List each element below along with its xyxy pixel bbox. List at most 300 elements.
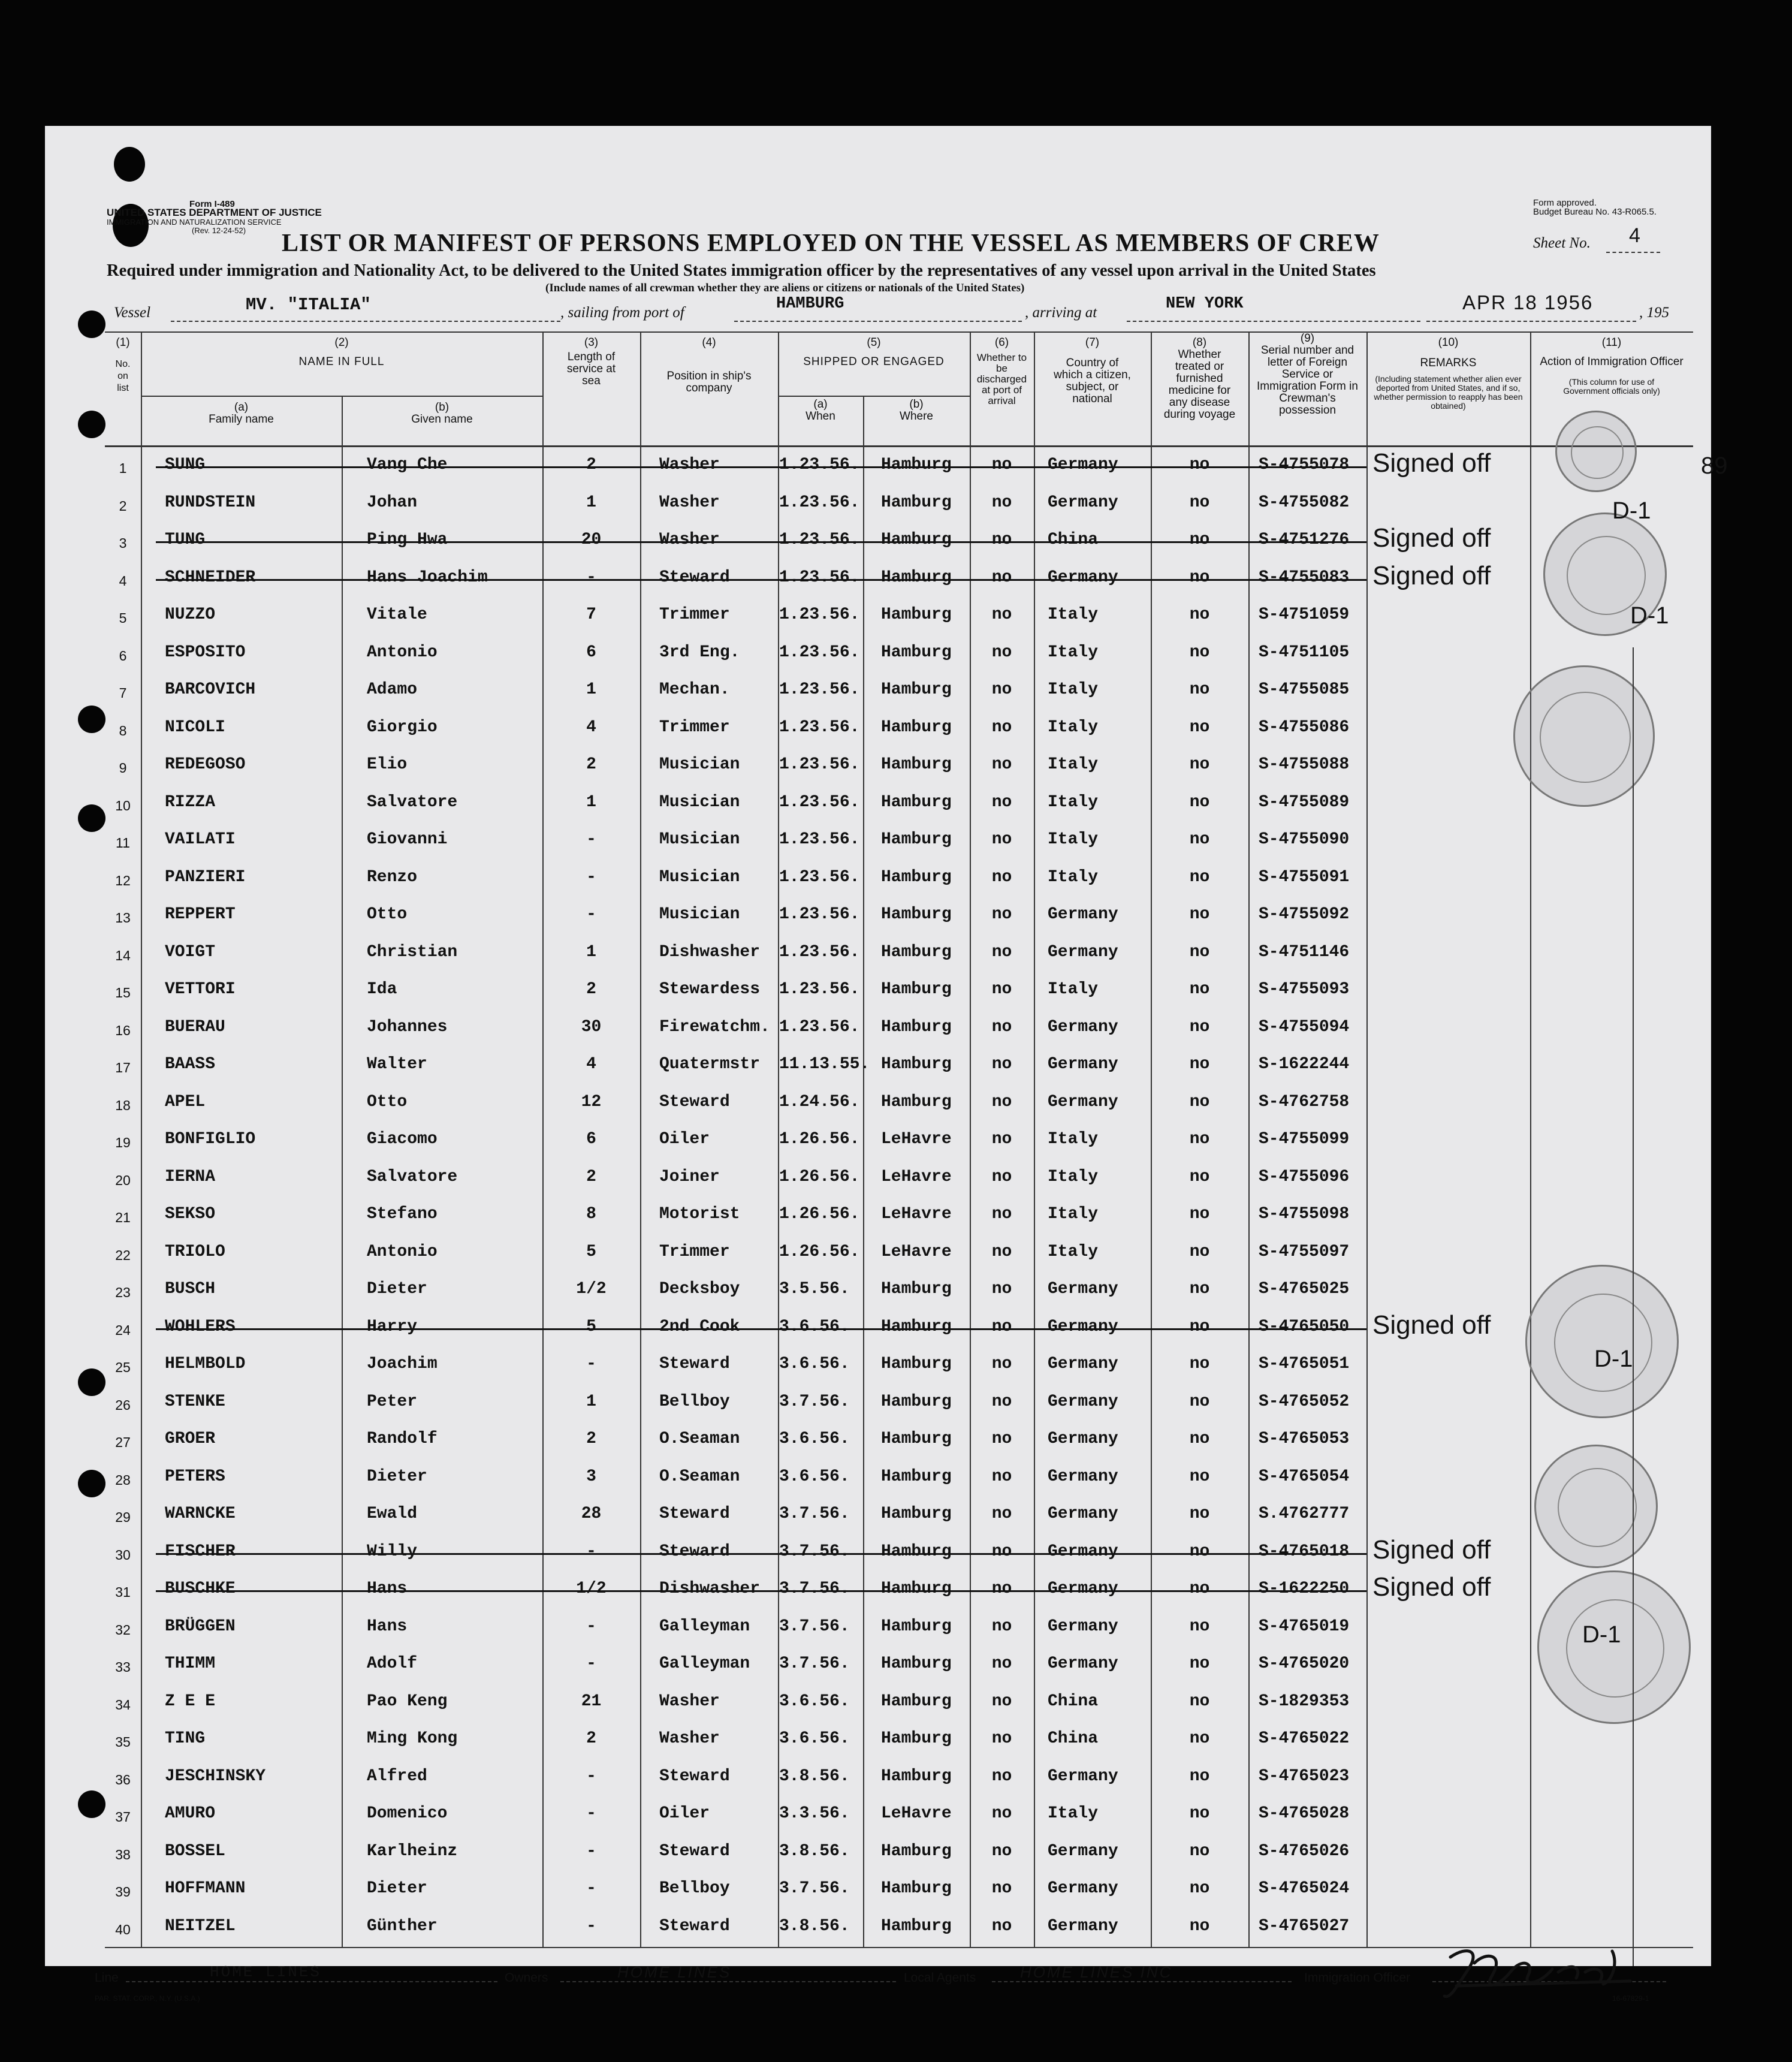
shipped-where-cell: Hamburg — [881, 1692, 952, 1711]
position-cell: Decksboy — [659, 1280, 740, 1298]
family-name-cell: HOFFMANN — [165, 1879, 246, 1898]
shipped-where-cell: Hamburg — [881, 1654, 952, 1673]
service-length-cell: 1 — [586, 792, 596, 812]
shipped-when-cell: 1.26.56. — [779, 1242, 860, 1261]
sheet-number: 4 — [1629, 224, 1640, 247]
vessel-name: MV. "ITALIA" — [246, 295, 371, 315]
given-name-cell: Giacomo — [367, 1130, 438, 1148]
medicine-cell: no — [1189, 755, 1210, 774]
serial-number-cell: S-1622244 — [1259, 1055, 1350, 1074]
given-name-cell: Salvatore — [367, 792, 458, 812]
medicine-cell: no — [1189, 493, 1210, 512]
service-length-cell: - — [586, 1542, 596, 1561]
col-5a-header: (a) When — [806, 398, 835, 423]
service-length-cell: - — [586, 1916, 596, 1936]
shipped-where-cell: Hamburg — [881, 1092, 952, 1111]
owners-value: HOME LINES — [617, 1963, 732, 1981]
service-length-cell: 2 — [586, 1167, 596, 1186]
medicine-cell: no — [1189, 1392, 1210, 1411]
given-name-cell: Ewald — [367, 1505, 418, 1523]
given-name-cell: Johan — [367, 493, 418, 512]
position-cell: Bellboy — [659, 1879, 730, 1898]
row-number: 22 — [115, 1247, 131, 1263]
given-name-cell: Joachim — [367, 1355, 438, 1373]
country-cell: China — [1048, 1729, 1099, 1748]
medicine-cell: no — [1189, 1467, 1210, 1486]
col-divider — [342, 396, 343, 1947]
given-name-cell: Otto — [367, 1092, 408, 1111]
discharge-cell: no — [991, 830, 1012, 849]
medicine-cell: no — [1189, 1692, 1210, 1711]
discharge-cell: no — [991, 1579, 1012, 1598]
sailing-label: , sailing from port of — [560, 305, 684, 321]
row-number: 34 — [115, 1696, 131, 1713]
strike-through-line — [156, 1328, 1366, 1330]
strike-through-line — [156, 541, 1366, 543]
family-name-cell: Z E E — [165, 1692, 216, 1711]
row-number: 11 — [116, 835, 130, 851]
discharge-cell: no — [991, 1729, 1012, 1748]
serial-number-cell: S-4765053 — [1259, 1430, 1350, 1448]
medicine-cell: no — [1189, 1804, 1210, 1823]
serial-number-cell: S-4765025 — [1259, 1280, 1350, 1298]
port-underline — [734, 321, 1022, 322]
shipped-when-cell: 3.6.56. — [779, 1317, 850, 1336]
row-number: 7 — [119, 685, 127, 701]
position-cell: Washer — [659, 456, 720, 474]
discharge-cell: no — [991, 1766, 1012, 1786]
col-10-note: (Including statement whether alien ever deported from United States, and if so, whether permission to reapply has been obtained) — [1374, 374, 1523, 411]
shipped-where-cell: LeHavre — [881, 1130, 952, 1148]
col-4-header: (4) Position in ship's company — [666, 336, 752, 394]
shipped-where-cell: Hamburg — [881, 1355, 952, 1373]
discharge-cell: no — [991, 755, 1012, 774]
medicine-cell: no — [1189, 1579, 1210, 1598]
shipped-where-cell: Hamburg — [881, 1579, 952, 1598]
position-cell: Musician — [659, 830, 740, 849]
country-cell: Germany — [1048, 1430, 1118, 1448]
remark-cell: Signed off — [1372, 1310, 1491, 1340]
given-name-cell: Giovanni — [367, 830, 448, 849]
serial-number-cell: S-4765024 — [1259, 1879, 1350, 1898]
form-code: 16-67829-1 — [1612, 1994, 1649, 2003]
discharge-cell: no — [991, 1692, 1012, 1711]
shipped-where-cell: Hamburg — [881, 568, 952, 587]
row-number: 3 — [119, 535, 127, 551]
service-length-cell: 1/2 — [576, 1579, 607, 1598]
medicine-cell: no — [1189, 1617, 1210, 1636]
discharge-cell: no — [991, 1617, 1012, 1636]
country-cell: Germany — [1048, 1579, 1118, 1598]
serial-number-cell: S-4755090 — [1259, 830, 1350, 849]
given-name-cell: Giorgio — [367, 718, 438, 737]
remark-cell: Signed off — [1372, 448, 1491, 478]
shipped-where-cell: Hamburg — [881, 680, 952, 699]
country-cell: Italy — [1048, 1242, 1099, 1261]
binder-hole — [78, 1790, 105, 1818]
shipped-header-divider — [778, 396, 970, 397]
medicine-cell: no — [1189, 1130, 1210, 1148]
country-cell: Italy — [1048, 1804, 1099, 1823]
position-cell: Galleyman — [659, 1617, 750, 1636]
shipped-where-cell: Hamburg — [881, 1280, 952, 1298]
medicine-cell: no — [1189, 1879, 1210, 1898]
strike-through-line — [156, 579, 1366, 581]
service-length-cell: 1 — [586, 680, 596, 699]
medicine-cell: no — [1189, 1092, 1210, 1111]
given-name-cell: Christian — [367, 942, 458, 961]
given-name-cell: Adolf — [367, 1654, 418, 1673]
position-cell: Steward — [659, 568, 730, 587]
family-name-cell: VETTORI — [165, 980, 236, 999]
shipped-when-cell: 3.8.56. — [779, 1766, 850, 1786]
col-11-note: (This column for use of Government officials only) — [1563, 377, 1660, 396]
medicine-cell: no — [1189, 1280, 1210, 1298]
row-number: 29 — [115, 1509, 131, 1525]
given-name-cell: Randolf — [367, 1430, 438, 1448]
row-number: 25 — [115, 1359, 131, 1375]
country-cell: Germany — [1048, 1280, 1118, 1298]
position-cell: O.Seaman — [659, 1467, 740, 1486]
shipped-where-cell: Hamburg — [881, 1729, 952, 1748]
discharge-cell: no — [991, 493, 1012, 512]
col-7-header: (7) Country of which a citizen, subject, or national — [1054, 336, 1131, 405]
date-underline — [1426, 321, 1636, 322]
service-length-cell: 6 — [586, 643, 596, 662]
shipped-where-cell: Hamburg — [881, 1317, 952, 1336]
service-length-cell: 4 — [586, 1055, 596, 1074]
serial-number-cell: S-1829353 — [1259, 1692, 1350, 1711]
row-number: 32 — [115, 1621, 131, 1638]
position-cell: Steward — [659, 1766, 730, 1786]
given-name-cell: Ida — [367, 980, 397, 999]
position-cell: Trimmer — [659, 718, 730, 737]
shipped-when-cell: 1.23.56. — [779, 493, 860, 512]
discharge-cell: no — [991, 905, 1012, 924]
ink-blot — [114, 147, 145, 182]
shipped-when-cell: 1.23.56. — [779, 680, 860, 699]
form-approved: Form approved. — [1533, 198, 1597, 208]
discharge-cell: no — [991, 1355, 1012, 1373]
shipped-when-cell: 1.26.56. — [779, 1205, 860, 1223]
col-divider — [863, 396, 864, 1947]
serial-number-cell: S-4765019 — [1259, 1617, 1350, 1636]
service-length-cell: 2 — [586, 456, 596, 474]
serial-number-cell: S-4755082 — [1259, 493, 1350, 512]
shipped-where-cell: LeHavre — [881, 1242, 952, 1261]
serial-number-cell: S-4751059 — [1259, 605, 1350, 624]
discharge-cell: no — [991, 568, 1012, 587]
position-cell: Quatermstr — [659, 1055, 761, 1074]
shipped-when-cell: 3.7.56. — [779, 1654, 850, 1673]
shipped-when-cell: 11.13.55. — [779, 1055, 870, 1074]
medicine-cell: no — [1189, 1505, 1210, 1523]
arriving-label: , arriving at — [1025, 305, 1097, 321]
position-cell: Musician — [659, 867, 740, 887]
family-name-cell: GROER — [165, 1430, 216, 1448]
given-name-cell: Karlheinz — [367, 1841, 458, 1861]
position-cell: Trimmer — [659, 1242, 730, 1261]
family-name-cell: RIZZA — [165, 792, 216, 812]
departure-port: HAMBURG — [776, 295, 844, 313]
position-cell: Stewardess — [659, 980, 761, 999]
family-name-cell: STENKE — [165, 1392, 225, 1411]
medicine-cell: no — [1189, 530, 1210, 549]
binder-hole — [78, 310, 105, 338]
service-length-cell: - — [586, 1804, 596, 1823]
line-value: HOME LINES — [210, 1963, 322, 1981]
serial-number-cell: S-4755098 — [1259, 1205, 1350, 1223]
col-11-header: (11) Action of Immigration Officer — [1540, 336, 1684, 368]
discharge-cell: no — [991, 1542, 1012, 1561]
consulate-stamp — [1555, 411, 1637, 492]
service-length-cell: - — [586, 1879, 596, 1898]
shipped-when-cell: 1.23.56. — [779, 530, 860, 549]
family-name-cell: ESPOSITO — [165, 643, 246, 662]
country-cell: Germany — [1048, 1766, 1118, 1786]
family-name-cell: SEKSO — [165, 1205, 216, 1223]
serial-number-cell: S.4762777 — [1259, 1505, 1350, 1523]
form-revision: (Rev. 12-24-52) — [192, 226, 246, 235]
service-length-cell: 2 — [586, 980, 596, 999]
shipped-where-cell: Hamburg — [881, 605, 952, 624]
family-name-cell: BARCOVICH — [165, 680, 256, 699]
col-divider — [1034, 331, 1035, 1947]
discharge-cell: no — [991, 1467, 1012, 1486]
row-number: 12 — [115, 872, 131, 888]
serial-number-cell: S-4765054 — [1259, 1467, 1350, 1486]
medicine-cell: no — [1189, 1205, 1210, 1223]
sheet-underline — [1606, 252, 1660, 253]
d1-mark: D-1 — [1630, 602, 1669, 629]
remark-cell: Signed off — [1372, 560, 1491, 590]
medicine-cell: no — [1189, 942, 1210, 961]
discharge-cell: no — [991, 1916, 1012, 1936]
serial-number-cell: S-1622250 — [1259, 1579, 1350, 1598]
country-cell: Germany — [1048, 942, 1118, 961]
country-cell: Italy — [1048, 792, 1099, 812]
row-number: 18 — [115, 1097, 131, 1113]
family-name-cell: FISCHER — [165, 1542, 236, 1561]
row-number: 27 — [115, 1434, 131, 1450]
row-number: 39 — [115, 1884, 131, 1900]
family-name-cell: TING — [165, 1729, 206, 1748]
given-name-cell: Otto — [367, 905, 408, 924]
row-number: 2 — [119, 498, 127, 514]
position-cell: O.Seaman — [659, 1430, 740, 1448]
service-length-cell: 5 — [586, 1242, 596, 1261]
row-number: 30 — [115, 1546, 131, 1563]
row-number: 1 — [119, 460, 127, 476]
medicine-cell: no — [1189, 1055, 1210, 1074]
col-divider — [1530, 331, 1531, 1947]
position-cell: Mechan. — [659, 680, 730, 699]
row-number: 9 — [119, 760, 127, 776]
medicine-cell: no — [1189, 718, 1210, 737]
shipped-when-cell: 3.6.56. — [779, 1729, 850, 1748]
serial-number-cell: S-4755085 — [1259, 680, 1350, 699]
service-length-cell: 2 — [586, 1430, 596, 1448]
agents-value: HOME LINES INC — [1020, 1963, 1173, 1981]
family-name-cell: SCHNEIDER — [165, 568, 256, 587]
family-name-cell: REPPERT — [165, 905, 236, 924]
country-cell: Germany — [1048, 1317, 1118, 1336]
country-cell: Germany — [1048, 1467, 1118, 1486]
row-number: 28 — [115, 1472, 131, 1488]
discharge-cell: no — [991, 530, 1012, 549]
discharge-cell: no — [991, 1879, 1012, 1898]
shipped-when-cell: 1.24.56. — [779, 1092, 860, 1111]
service-name: IMMIGRATION AND NATURALIZATION SERVICE — [107, 218, 282, 227]
shipped-when-cell: 1.23.56. — [779, 456, 860, 474]
service-length-cell: 2 — [586, 755, 596, 774]
line-underline — [126, 1981, 497, 1982]
family-name-cell: THIMM — [165, 1654, 216, 1673]
service-length-cell: 30 — [581, 1017, 602, 1036]
shipped-when-cell: 1.23.56. — [779, 867, 860, 887]
row-number: 20 — [115, 1172, 131, 1188]
serial-number-cell: S-4765052 — [1259, 1392, 1350, 1411]
country-cell: Germany — [1048, 568, 1118, 587]
given-name-cell: Stefano — [367, 1205, 438, 1223]
family-name-cell: BUERAU — [165, 1017, 225, 1036]
medicine-cell: no — [1189, 830, 1210, 849]
country-cell: Italy — [1048, 755, 1099, 774]
medicine-cell: no — [1189, 1766, 1210, 1786]
given-name-cell: Hans — [367, 1579, 408, 1598]
col-2a-header: (a) Family name — [209, 401, 274, 426]
given-name-cell: Johannes — [367, 1017, 448, 1036]
shipped-when-cell: 1.23.56. — [779, 792, 860, 812]
serial-number-cell: S-4755094 — [1259, 1017, 1350, 1036]
position-cell: Joiner — [659, 1167, 720, 1186]
family-name-cell: RUNDSTEIN — [165, 493, 256, 512]
shipped-when-cell: 3.7.56. — [779, 1617, 850, 1636]
serial-number-cell: S-4755096 — [1259, 1167, 1350, 1186]
row-number: 23 — [115, 1285, 131, 1300]
strike-through-line — [156, 1590, 1366, 1592]
serial-number-cell: S-4755091 — [1259, 867, 1350, 887]
country-cell: Germany — [1048, 1055, 1118, 1074]
family-name-cell: BONFIGLIO — [165, 1130, 256, 1148]
family-name-cell: HELMBOLD — [165, 1355, 246, 1373]
serial-number-cell: S-4765018 — [1259, 1542, 1350, 1561]
shipped-when-cell: 1.23.56. — [779, 568, 860, 587]
service-length-cell: 5 — [586, 1317, 596, 1336]
service-length-cell: 6 — [586, 1130, 596, 1148]
shipped-when-cell: 3.8.56. — [779, 1916, 850, 1936]
country-cell: Germany — [1048, 1392, 1118, 1411]
shipped-when-cell: 3.7.56. — [779, 1879, 850, 1898]
row-number: 8 — [119, 722, 127, 738]
position-cell: Oiler — [659, 1804, 710, 1823]
shipped-where-cell: Hamburg — [881, 792, 952, 812]
service-length-cell: 3 — [586, 1467, 596, 1486]
row-number: 35 — [115, 1734, 131, 1750]
shipped-when-cell: 1.23.56. — [779, 605, 860, 624]
col-5-header: (5) SHIPPED OR ENGAGED — [803, 336, 945, 368]
vessel-label: Vessel — [114, 305, 151, 321]
medicine-cell: no — [1189, 867, 1210, 887]
country-cell: Germany — [1048, 1505, 1118, 1523]
col-6-header: (6) Whether to be discharged at port of arrival — [976, 336, 1027, 406]
col-1-header: (1) No. on list — [115, 336, 131, 393]
serial-number-cell: S-4765022 — [1259, 1729, 1350, 1748]
shipped-where-cell: LeHavre — [881, 1804, 952, 1823]
arrival-underline — [1127, 321, 1420, 322]
discharge-cell: no — [991, 1205, 1012, 1223]
given-name-cell: Ming Kong — [367, 1729, 458, 1748]
position-cell: Musician — [659, 792, 740, 812]
shipped-where-cell: LeHavre — [881, 1205, 952, 1223]
service-length-cell: 1 — [586, 493, 596, 512]
service-length-cell: 28 — [581, 1505, 602, 1523]
vessel-underline — [171, 321, 560, 322]
position-cell: 2nd Cook — [659, 1317, 740, 1336]
position-cell: Steward — [659, 1505, 730, 1523]
country-cell: Germany — [1048, 1355, 1118, 1373]
discharge-cell: no — [991, 1505, 1012, 1523]
form-number: Form I-489 — [189, 199, 235, 209]
position-cell: Motorist — [659, 1205, 740, 1223]
family-name-cell: VAILATI — [165, 830, 236, 849]
country-cell: Italy — [1048, 643, 1099, 662]
shipped-where-cell: Hamburg — [881, 1392, 952, 1411]
given-name-cell: Renzo — [367, 867, 418, 887]
given-name-cell: Salvatore — [367, 1167, 458, 1186]
shipped-where-cell: Hamburg — [881, 867, 952, 887]
binder-hole — [78, 411, 105, 438]
country-cell: Italy — [1048, 1167, 1099, 1186]
printer-imprint: PAR. STAT. CORP., N.Y. (U.S.A.) — [95, 1994, 200, 2003]
binder-hole — [78, 1470, 105, 1497]
shipped-where-cell: Hamburg — [881, 1766, 952, 1786]
given-name-cell: Dieter — [367, 1280, 427, 1298]
given-name-cell: Dieter — [367, 1879, 427, 1898]
family-name-cell: BOSSEL — [165, 1841, 225, 1861]
service-length-cell: 1 — [586, 1392, 596, 1411]
service-length-cell: - — [586, 1766, 596, 1786]
discharge-cell: no — [991, 1654, 1012, 1673]
shipped-where-cell: Hamburg — [881, 942, 952, 961]
given-name-cell: Elio — [367, 755, 408, 774]
discharge-cell: no — [991, 980, 1012, 999]
year-suffix: , 195 — [1639, 305, 1669, 321]
country-cell: Germany — [1048, 1654, 1118, 1673]
shipped-when-cell: 1.26.56. — [779, 1167, 860, 1186]
service-length-cell: - — [586, 568, 596, 587]
owners-underline — [560, 1981, 896, 1982]
shipped-where-cell: Hamburg — [881, 1055, 952, 1074]
row-number: 6 — [119, 647, 127, 664]
agents-label: Local Agents — [904, 1971, 976, 1985]
country-cell: Germany — [1048, 1017, 1118, 1036]
position-cell: Washer — [659, 530, 720, 549]
d1-mark: D-1 — [1612, 498, 1651, 524]
discharge-cell: no — [991, 1392, 1012, 1411]
discharge-cell: no — [991, 456, 1012, 474]
col-3-header: (3) Length of service at sea — [566, 336, 616, 387]
shipped-where-cell: LeHavre — [881, 1167, 952, 1186]
country-cell: Germany — [1048, 1916, 1118, 1936]
serial-number-cell: S-4755088 — [1259, 755, 1350, 774]
row-number: 37 — [115, 1809, 131, 1825]
given-name-cell: Vang Che — [367, 456, 448, 474]
remark-cell: Signed off — [1372, 1535, 1491, 1564]
given-name-cell: Willy — [367, 1542, 418, 1561]
family-name-cell: PANZIERI — [165, 867, 246, 887]
given-name-cell: Alfred — [367, 1766, 427, 1786]
